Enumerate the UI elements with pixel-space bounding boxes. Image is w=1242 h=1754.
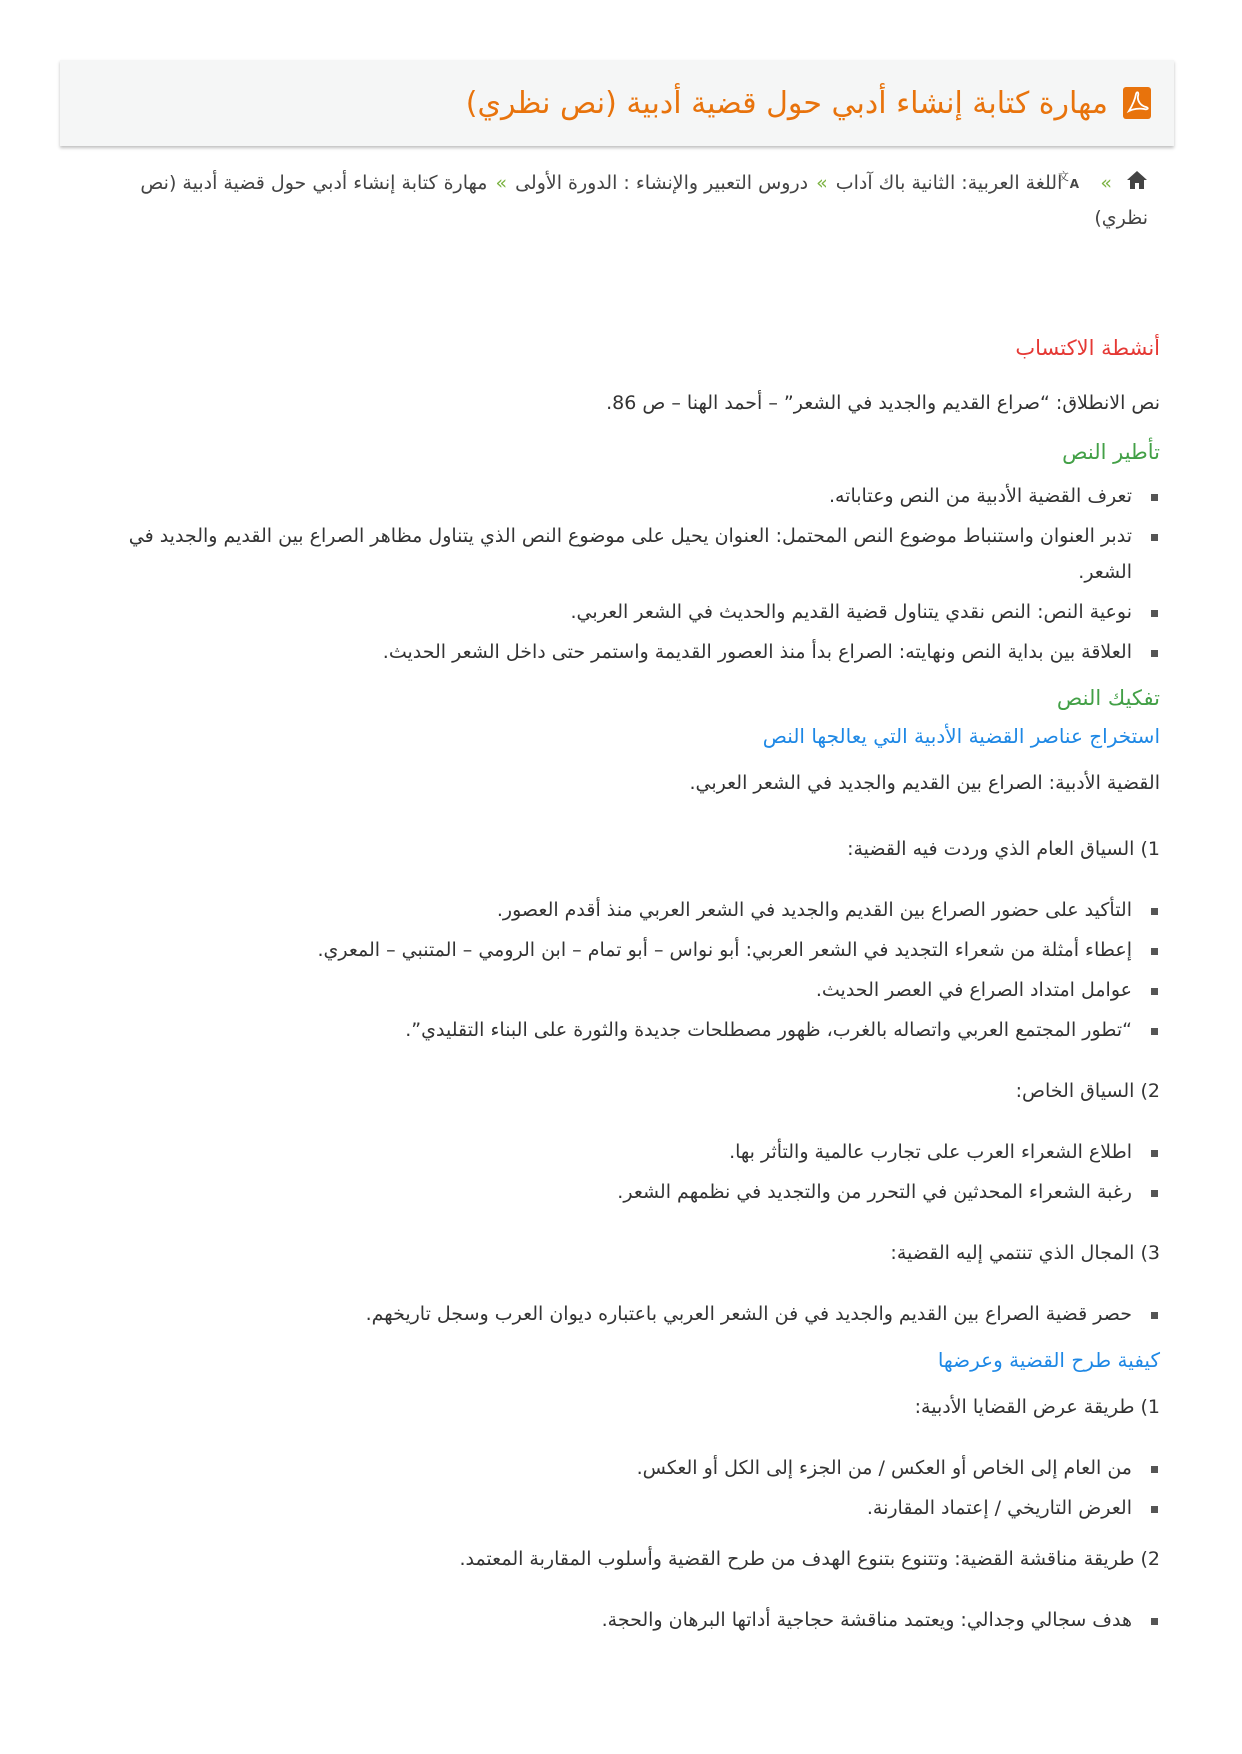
list-item: العلاقة بين بداية النص ونهايته: الصراع بدأ منذ العصور القديمة واستمر حتى داخل الشعر الحديث. bbox=[110, 634, 1160, 670]
pdf-icon[interactable] bbox=[1122, 86, 1152, 120]
article-content bbox=[110, 336, 1160, 1642]
heading-text-analysis: تفكيك النص bbox=[1056, 686, 1160, 710]
list-item: حصر قضية الصراع بين القديم والجديد في فن الشعر العربي باعتباره ديوان العرب وسجل تاريخهم. bbox=[110, 1296, 1160, 1332]
list-item: إعطاء أمثلة من شعراء التجديد في الشعر العربي: أبو نواس – أبو تمام – ابن الرومي – المتنبي – المعري. bbox=[110, 932, 1160, 968]
list-item: “تطور المجتمع العربي واتصاله بالغرب، ظهور مصطلحات جديدة والثورة على البناء التقليدي”. bbox=[110, 1012, 1160, 1048]
heading-presentation-method: كيفية طرح القضية وعرضها bbox=[937, 1348, 1160, 1372]
list-item: رغبة الشعراء المحدثين في التحرر من والتجديد في نظمهم الشعر. bbox=[110, 1174, 1160, 1210]
list-item: العرض التاريخي / إعتماد المقارنة. bbox=[110, 1490, 1160, 1526]
breadcrumb-separator: » bbox=[816, 172, 828, 194]
heading-extract-elements: استخراج عناصر القضية الأدبية التي يعالجها النص bbox=[762, 724, 1160, 748]
context-general-label: 1) السياق العام الذي وردت فيه القضية: bbox=[847, 838, 1160, 860]
method-label: 1) طريقة عرض القضايا الأدبية: bbox=[914, 1396, 1160, 1418]
method-list bbox=[110, 1450, 1160, 1526]
list-item: من العام إلى الخاص أو العكس / من الجزء إلى الكل أو العكس. bbox=[110, 1450, 1160, 1486]
home-icon[interactable] bbox=[1126, 167, 1148, 201]
list-item: تعرف القضية الأدبية من النص وعتاباته. bbox=[110, 478, 1160, 514]
breadcrumb-separator: » bbox=[495, 172, 508, 194]
list-item: تدبر العنوان واستنباط موضوع النص المحتمل: العنوان يحيل على موضوع النص الذي يتناول مظاهر الصراع بين القديم والجديد في الشعر. bbox=[110, 518, 1160, 590]
context-special-label: 2) السياق الخاص: bbox=[1015, 1080, 1160, 1102]
title-bar bbox=[60, 60, 1174, 146]
list-item: هدف سجالي وجدالي: ويعتمد مناقشة حجاجية أداتها البرهان والحجة. bbox=[110, 1602, 1160, 1638]
translate-icon bbox=[1058, 167, 1092, 201]
heading-text-framing: تأطير النص bbox=[1062, 440, 1160, 464]
issue-text: القضية الأدبية: الصراع بين القديم والجديد في الشعر العربي. bbox=[689, 772, 1160, 794]
svg-text:文: 文 bbox=[1058, 169, 1070, 183]
discussion-label: 2) طريقة مناقشة القضية: وتتنوع بتنوع الهدف من طرح القضية وأسلوب المقاربة المعتمد. bbox=[459, 1548, 1160, 1570]
discussion-list bbox=[110, 1602, 1160, 1638]
page-title: مهارة كتابة إنشاء أدبي حول قضية أدبية (نص نظري) bbox=[465, 85, 1108, 121]
heading-acquisition-activities: أنشطة الاكتساب bbox=[1015, 336, 1160, 360]
context-special-list bbox=[110, 1134, 1160, 1210]
breadcrumb-separator: » bbox=[1100, 172, 1112, 194]
list-item: اطلاع الشعراء العرب على تجارب عالمية والتأثر بها. bbox=[110, 1134, 1160, 1170]
breadcrumb-link-lessons[interactable]: دروس التعبير والإنشاء : الدورة الأولى bbox=[515, 172, 809, 194]
intro-text: نص الانطلاق: “صراع القديم والجديد في الشعر” – أحمد الهنا – ص 86. bbox=[606, 392, 1160, 414]
breadcrumb-current: مهارة كتابة إنشاء أدبي حول قضية أدبية (نص نظري) bbox=[140, 172, 1148, 229]
svg-text:A: A bbox=[1070, 176, 1080, 191]
breadcrumb-link-subject[interactable]: اللغة العربية: الثانية باك آداب bbox=[835, 172, 1063, 194]
breadcrumb bbox=[98, 166, 1148, 235]
list-item: عوامل امتداد الصراع في العصر الحديث. bbox=[110, 972, 1160, 1008]
domain-label: 3) المجال الذي تنتمي إليه القضية: bbox=[890, 1242, 1160, 1264]
domain-list bbox=[110, 1296, 1160, 1332]
context-general-list bbox=[110, 892, 1160, 1048]
list-item: التأكيد على حضور الصراع بين القديم والجديد في الشعر العربي منذ أقدم العصور. bbox=[110, 892, 1160, 928]
framing-list bbox=[110, 478, 1160, 670]
list-item: نوعية النص: النص نقدي يتناول قضية القديم والحديث في الشعر العربي. bbox=[110, 594, 1160, 630]
